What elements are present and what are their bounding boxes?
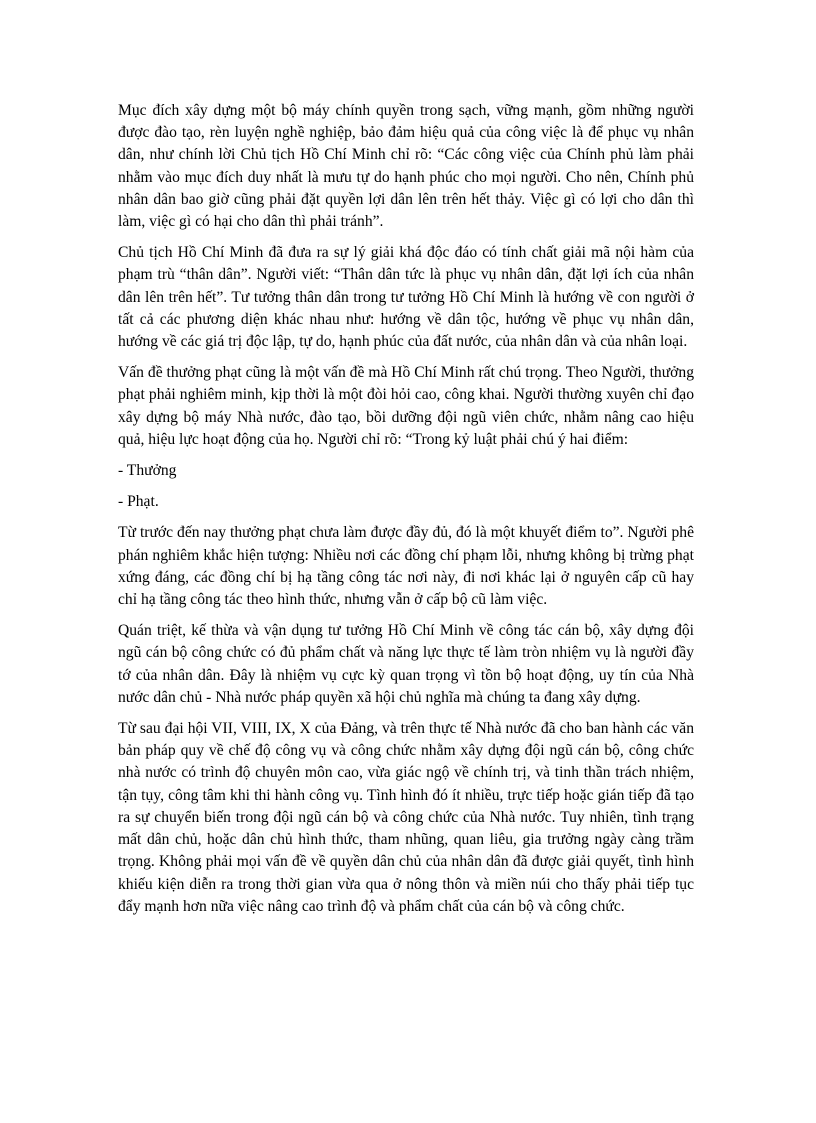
paragraph-reward-punishment: Vấn đề thưởng phạt cũng là một vấn đề mà Hồ Chí Minh rất chú trọng. Theo Người, thưởng phạt phải nghiêm minh, kịp thời là một đòi hỏi cao, công khai. Người thường xuyên chỉ đạo xây dựng bộ máy Nhà nước, đào tạo, bồi dưỡng đội ngũ viên chức, nhằm nâng cao hiệu quả, hiệu lực hoạt động của họ. Người chỉ rõ: “Trong kỷ luật phải chú ý hai điểm: [118, 364, 694, 448]
paragraph-criticism: Từ trước đến nay thưởng phạt chưa làm được đầy đủ, đó là một khuyết điểm to”. Người phê phán nghiêm khắc hiện tượng: Nhiều nơi các đồng chí phạm lỗi, nhưng không bị trừng phạt xứng đáng, các đồng chí bị hạ tầng công tác nơi này, đi nơi khác lại ở nguyên cấp cũ hay chỉ hạ tầng công tác theo hình thức, nhưng vẫn ở cấp bộ cũ làm việc. [118, 524, 694, 609]
paragraph-cadre-work: Quán triệt, kế thừa và vận dụng tư tưởng Hồ Chí Minh về công tác cán bộ, xây dựng đội ngũ cán bộ công chức có đủ phẩm chất và năng lực thực tế làm tròn nhiệm vụ là người đầy tớ của nhân dân. Đây là nhiệm vụ cực kỳ quan trọng vì tồn bộ hoạt động, uy tín của Nhà nước dân chủ - Nhà nước pháp quyền xã hội chủ nghĩa mà chúng ta đang xây dựng. [118, 622, 694, 706]
paragraph-congress: Từ sau đại hội VII, VIII, IX, X của Đảng, và trên thực tế Nhà nước đã cho ban hành các văn bản pháp quy về chế độ công vụ và công chức nhằm xây dựng đội ngũ cán bộ, công chức nhà nước có trình độ chuyên môn cao, vừa giác ngộ về chính trị, và tinh thần trách nhiệm, tận tụy, công tâm khi thi hành công vụ. Tình hình đó ít nhiều, trực tiếp hoặc gián tiếp đã tạo ra sự chuyển biến trong đội ngũ cán bộ và công chức của Nhà nước. Tuy nhiên, tình trạng mất dân chủ, hoặc dân chủ hình thức, tham nhũng, quan liêu, gia trưởng ngày càng trầm trọng. Không phải mọi vấn đề về quyền dân chủ của nhân dân đã được giải quyết, tình hình khiếu kiện diễn ra trong thời gian vừa qua ở nông thôn và miền núi cho thấy phải tiếp tục đẩy mạnh hơn nữa việc nâng cao trình độ và phẩm chất của cán bộ và công chức. [118, 720, 694, 915]
paragraph-purpose: Mục đích xây dựng một bộ máy chính quyền trong sạch, vững mạnh, gồm những người được đào tạo, rèn luyện nghề nghiệp, bảo đảm hiệu quả của công việc là để phục vụ nhân dân, như chính lời Chủ tịch Hồ Chí Minh chỉ rõ: “Các công việc của Chính phủ làm phải nhằm vào mục đích duy nhất là mưu tự do hạnh phúc cho mọi người. Cho nên, Chính phủ nhân dân bao giờ cũng phải đặt quyền lợi dân lên trên hết thảy. Việc gì có lợi cho dân thì làm, việc gì có hại cho dân thì phải tránh”. [118, 102, 694, 231]
paragraph-than-dan: Chủ tịch Hồ Chí Minh đã đưa ra sự lý giải khá độc đáo có tính chất giải mã nội hàm của phạm trù “thân dân”. Người viết: “Thân dân tức là phục vụ nhân dân, đặt lợi ích của nhân dân lên trên hết”. Tư tưởng thân dân trong tư tưởng Hồ Chí Minh là hướng về con người ở tất cả các phương diện khác nhau như: hướng về dân tộc, hướng về phục vụ nhân dân, hướng về các giá trị độc lập, tự do, hạnh phúc của đất nước, của nhân dân và của nhân loại. [118, 244, 694, 351]
list-item-punishment: - Phạt. [118, 493, 159, 511]
document-page [118, 100, 694, 927]
list-item-reward: - Thưởng [118, 462, 177, 480]
